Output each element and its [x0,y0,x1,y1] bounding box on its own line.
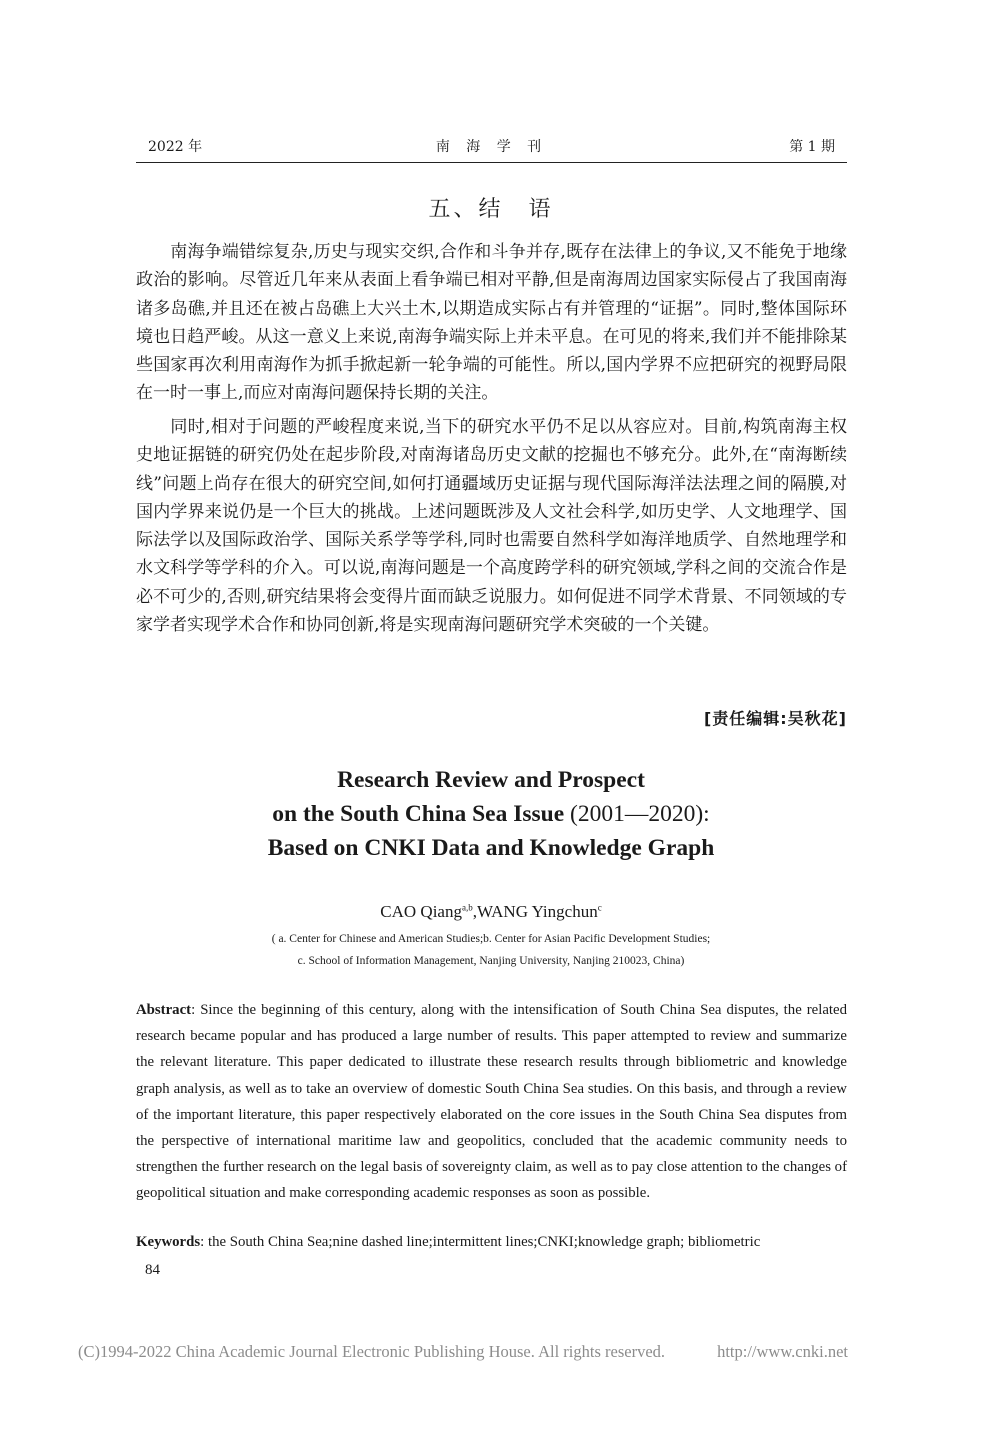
body-paragraph-1: 南海争端错综复杂,历史与现实交织,合作和斗争并存,既存在法律上的争议,又不能免于地缘政治的影响。尽管近几年来从表面上看争端已相对平静,但是南海周边国家实际侵占了我国南海诸多岛礁,并且还在被占岛礁上大兴土木,以期造成实际占有并管理的“证据”。同时,整体国际环境也日趋严峻。从这一意义上来说,南海争端实际上并未平息。在可见的将来,我们并不能排除某些国家再次利用南海作为抓手掀起新一轮争端的可能性。所以,国内学界不应把研究的视野局限在一时一事上,而应对南海问题保持长期的关注。 [136,242,847,404]
abstract-separator: : [191,1002,196,1018]
english-title-years: (2001—2020): [570,801,710,827]
editor-note: [责任编辑:吴秋花] [703,709,847,728]
copyright-footer [78,1342,848,1362]
author-line [0,902,982,922]
author-2: WANG Yingchun [476,902,598,921]
english-title-line-3: Based on CNKI Data and Knowledge Graph [267,835,715,861]
abstract-text: Since the beginning of this century, along with the intensification of South China Sea disputes, the related research became popular and has produced a large number of results. This paper attempted to review and summarize the relevant literature. This paper dedicated to illustrate these research results through bibliometric and knowledge graph analysis, as well as to take an overview of domestic South China Sea studies. On this basis, and through a review of the important literature, this paper respectively elaborated on the core issues in the South China Sea disputes from the perspective of international maritime law and geopolitics, concluded that the academic community needs to strengthen the further research on the legal basis of sovereignty claim, as well as to pay close attention to the changes of geopolitical situation and make corresponding academic responses as soon as possible. [136,1002,848,1202]
header-year: 2022 年 [148,139,203,155]
keywords [136,1229,847,1255]
header-issue: 第 1 期 [789,139,835,155]
author-1: CAO Qiang [380,902,462,921]
keywords-separator: : [200,1234,205,1250]
keywords-label: Keywords [136,1234,201,1250]
cnki-link[interactable]: http://www.cnki.net [717,1342,848,1361]
header-journal-name: 南 海 学 刊 [435,139,548,155]
affiliation-line-1: ( a. Center for Chinese and American Studies;b. Center for Asian Pacific Development Studies; [271,933,711,945]
abstract [136,997,847,1207]
page-number: 84 [145,1262,160,1278]
english-title [0,763,982,865]
affiliation-line-2: c. School of Information Management, Nanjing University, Nanjing 210023, China) [297,955,685,967]
author-1-affiliation-mark: a,b [461,902,473,913]
abstract-label: Abstract [136,1002,192,1018]
body-paragraph-2: 同时,相对于问题的严峻程度来说,当下的研究水平仍不足以从容应对。目前,构筑南海主权史地证据链的研究仍处在起步阶段,对南海诸岛历史文献的挖掘也不够充分。此外,在“南海断续线”问题上尚存在很大的研究空间,如何打通疆域历史证据与现代国际海洋法法理之间的隔膜,对国内学界来说仍是一个巨大的挑战。上述问题既涉及人文社会科学,如历史学、人文地理学、国际法学以及国际政治学、国际关系学等学科,同时也需要自然科学如海洋地质学、自然地理学和水文科学等学科的介入。可以说,南海问题是一个高度跨学科的研究领域,学科之间的交流合作是必不可少的,否则,研究结果将会变得片面而缺乏说服力。如何促进不同学术背景、不同领域的专家学者实现学术合作和协同创新,将是实现南海问题研究学术突破的一个关键。 [136,417,847,636]
author-2-affiliation-mark: c [597,902,602,913]
author-separator: , [472,902,477,921]
keywords-text: the South China Sea;nine dashed line;intermittent lines;CNKI;knowledge graph; bibliometric [207,1234,761,1250]
english-title-line-1: Research Review and Prospect [337,767,645,793]
copyright-text: (C)1994-2022 China Academic Journal Electronic Publishing House. All rights reserved. [78,1342,666,1361]
running-header [136,136,847,163]
english-title-line-2: on the South China Sea Issue (2001—2020): [272,801,710,827]
section-title: 五、结 语 [428,197,554,222]
